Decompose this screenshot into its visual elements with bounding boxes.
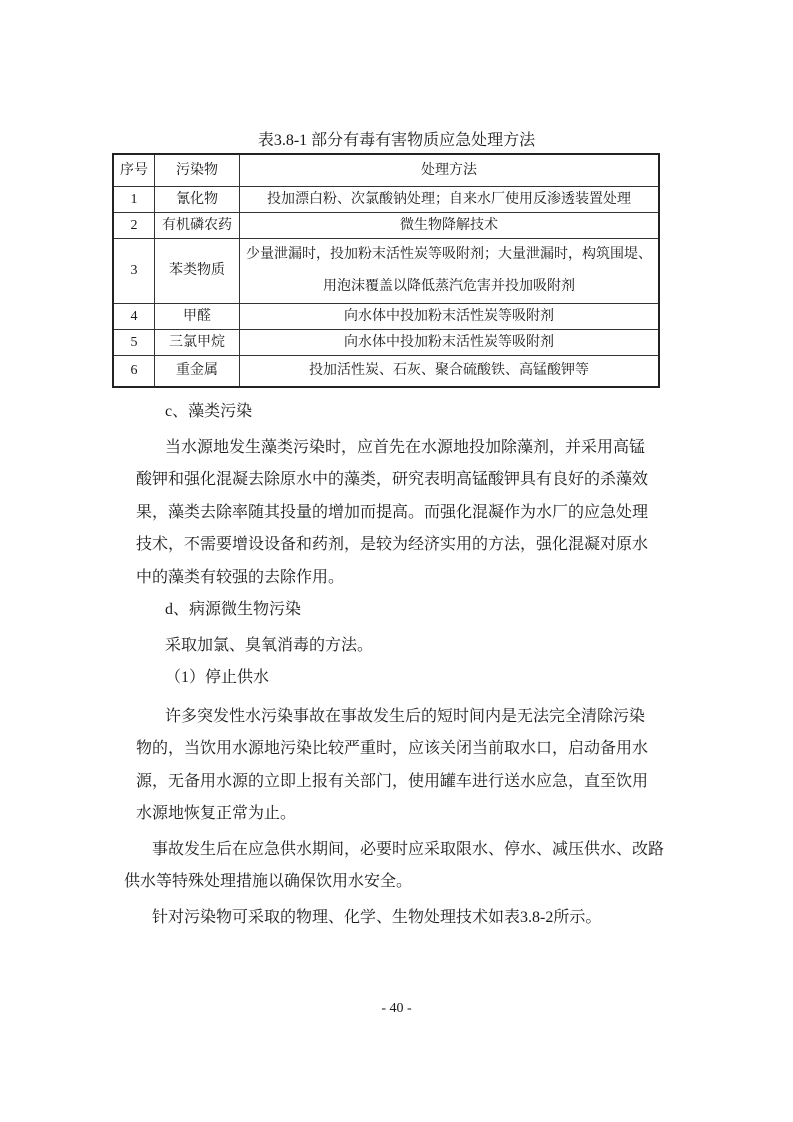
paragraph-line: 中的藻类有较强的去除作用。 [136,568,345,586]
cell-pollutant: 苯类物质 [155,239,240,304]
heading-stop-supply: （1）停止供水 [165,669,270,686]
paragraph-line: 事故发生后在应急供水期间，必要时应采取限水、停水、减压供水、改路 [152,840,665,858]
page-number: - 40 - [381,1001,412,1016]
cell-pollutant: 氰化物 [155,187,240,213]
cell-method: 向水体中投加粉末活性炭等吸附剂 [240,304,660,330]
table-row [113,304,659,330]
table-header-row [113,154,659,187]
table-row [113,213,659,239]
cell-method: 微生物降解技术 [240,213,660,239]
cell-no: 5 [113,330,155,356]
cell-pollutant: 甲醛 [155,304,240,330]
cell-no: 2 [113,213,155,239]
table-row [113,239,659,304]
paragraph-line: 果，藻类去除率随其投量的增加而提高。而强化混凝作为水厂的应急处理 [136,503,649,521]
method-line: 用泡沫覆盖以降低蒸汽危害并投加吸附剂 [323,279,575,294]
cell-method: 投加漂白粉、次氯酸钠处理；自来水厂使用反渗透装置处理 [240,187,660,213]
emergency-treatment-table [112,153,660,388]
paragraph-line: 许多突发性水污染事故在事故发生后的短时间内是无法完全清除污染 [165,707,646,725]
paragraph-line: 水源地恢复正常为止。 [136,805,297,822]
table-row [113,187,659,213]
cell-no: 6 [113,356,155,388]
paragraph-line: 物的，当饮用水源地污染比较严重时，应该关闭当前取水口，启动备用水 [136,740,649,757]
paragraph-line: 酸钾和强化混凝去除原水中的藻类，研究表明高锰酸钾具有良好的杀藻效 [136,471,649,488]
paragraph-line: 采取加氯、臭氧消毒的方法。 [165,636,374,654]
cell-method: 向水体中投加粉末活性炭等吸附剂 [240,330,660,356]
cell-method [240,239,660,304]
body-text [0,396,793,934]
header-method: 处理方法 [240,154,660,187]
paragraph-line: 技术，不需要增设设备和药剂，是较为经济实用的方法，强化混凝对原水 [136,536,649,553]
paragraph-line: 源，无备用水源的立即上报有关部门，使用罐车进行送水应急，直至饮用 [136,772,649,790]
header-pollutant: 污染物 [155,154,240,187]
paragraph-line: 供水等特殊处理措施以确保饮用水安全。 [124,873,413,890]
table-caption: 表3.8-1 部分有毒有害物质应急处理方法 [257,132,536,149]
cell-pollutant: 重金属 [155,356,240,388]
paragraph-line: 针对污染物可采取的物理、化学、生物处理技术如表3.8-2所示。 [152,908,602,926]
cell-no: 1 [113,187,155,213]
table-row [113,356,659,388]
heading-pathogen: d、病源微生物污染 [165,601,302,618]
cell-no: 4 [113,304,155,330]
heading-algae: c、藻类污染 [165,403,253,420]
cell-pollutant: 三氯甲烷 [155,330,240,356]
cell-no: 3 [113,239,155,304]
method-line: 少量泄漏时，投加粉末活性炭等吸附剂；大量泄漏时，构筑围堤、 [246,247,652,262]
header-no: 序号 [113,154,155,187]
paragraph-line: 当水源地发生藻类污染时，应首先在水源地投加除藻剂，并采用高锰 [165,438,646,456]
cell-method: 投加活性炭、石灰、聚合硫酸铁、高锰酸钾等 [240,356,660,388]
cell-pollutant: 有机磷农药 [155,213,240,239]
table-row [113,330,659,356]
